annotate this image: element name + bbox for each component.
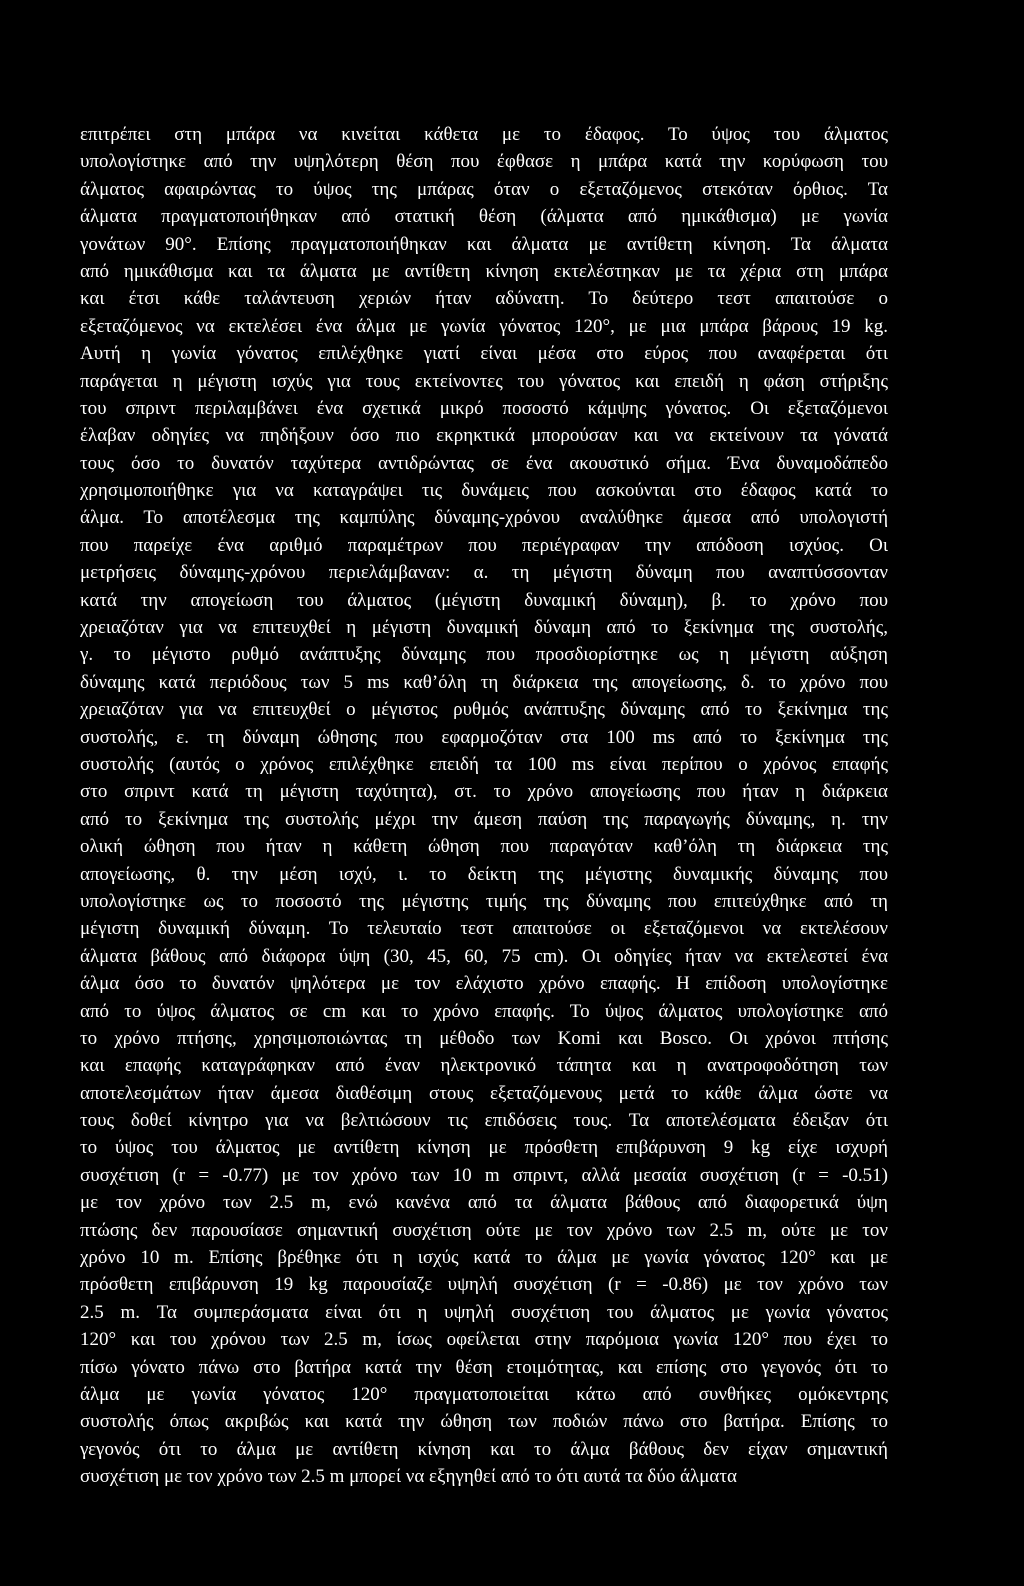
- text-line: χρειαζόταν για να επιτευχθεί ο μέγιστος ρυθμός ανάπτυξης δύναμης από το ξεκίνημα της: [80, 699, 888, 721]
- text-line: τους όσο το δυνατόν ταχύτερα αντιδρώντας σε ένα ακουστικό σήμα. Ένα δυναμοδάπεδο: [80, 452, 888, 474]
- text-line: συστολής (αυτός ο χρόνος επιλέχθηκε επειδή τα 100 ms είναι περίπου ο χρόνος επαφής: [80, 753, 888, 775]
- text-line: στο σπριντ κατά τη μέγιστη ταχύτητα), στ. το χρόνο απογείωσης που ήταν η διάρκεια: [80, 781, 888, 803]
- text-line: και έτσι κάθε ταλάντευση χεριών ήταν αδύνατη. Το δεύτερο τεστ απαιτούσε ο: [80, 288, 888, 310]
- text-line: του σπριντ περιλαμβάνει ένα σχετικά μικρό ποσοστό κάμψης γόνατος. Οι εξεταζόμενοι: [80, 397, 888, 419]
- text-line: υπολογίστηκε ως το ποσοστό της μέγιστης τιμής της δύναμης που επιτεύχθηκε από τη: [80, 890, 888, 912]
- text-line: άλματος αφαιρώντας το ύψος της μπάρας όταν ο εξεταζόμενος στεκόταν όρθιος. Τα: [80, 178, 888, 200]
- text-line: το χρόνο πτήσης, χρησιμοποιώντας τη μέθοδο των Komi και Bosco. Οι χρόνοι πτήσης: [80, 1027, 888, 1049]
- text-line: πίσω γόνατο πάνω στο βατήρα κατά την θέση ετοιμότητας, και επίσης στο γεγονός ότι το: [80, 1356, 888, 1378]
- text-line: 2.5 m. Τα συμπεράσματα είναι ότι η υψηλή συσχέτιση του άλματος με γωνία γόνατος: [80, 1301, 888, 1323]
- text-line: μετρήσεις δύναμης-χρόνου περιελάμβαναν: α. τη μέγιστη δύναμη που αναπτύσσονταν: [80, 562, 888, 584]
- text-line: χρειαζόταν για να επιτευχθεί η μέγιστη δυναμική δύναμη από το ξεκίνημα της συστολής,: [80, 617, 888, 639]
- text-line: εξεταζόμενος να εκτελέσει ένα άλμα με γωνία γόνατος 120°, με μια μπάρα βάρους 19 kg.: [80, 315, 888, 337]
- text-line: χρησιμοποιήθηκε για να καταγράψει τις δυνάμεις που ασκούνται στο έδαφος κατά το: [80, 480, 888, 502]
- text-line: παράγεται η μέγιστη ισχύς για τους εκτείνοντες του γόνατος και επειδή η φάση στήριξης: [80, 370, 888, 392]
- text-line: άλμα. Το αποτέλεσμα της καμπύλης δύναμης-χρόνου αναλύθηκε άμεσα από υπολογιστή: [80, 507, 888, 529]
- text-line: συστολής, ε. τη δύναμη ώθησης που εφαρμοζόταν στα 100 ms από το ξεκίνημα της: [80, 726, 888, 748]
- text-line: από το ξεκίνημα της συστολής μέχρι την άμεση παύση της παραγωγής δύναμης, η. την: [80, 808, 888, 830]
- text-line: με τον χρόνο των 2.5 m, ενώ κανένα από τα άλματα βάθους από διαφορετικά ύψη: [80, 1192, 888, 1214]
- text-line: συσχέτιση με τον χρόνο των 2.5 m μπορεί να εξηγηθεί από το ότι αυτά τα δύο άλματα: [80, 1466, 737, 1488]
- text-line: άλματα πραγματοποιήθηκαν από στατική θέση (άλματα από ημικάθισμα) με γωνία: [80, 206, 888, 228]
- text-line: αποτελεσμάτων ήταν άμεσα διαθέσιμη στους εξεταζόμενους μετά το κάθε άλμα ώστε να: [80, 1082, 888, 1104]
- text-line: 120° και του χρόνου των 2.5 m, ίσως οφείλεται στην παρόμοια γωνία 120° που έχει το: [80, 1329, 888, 1351]
- text-line: έλαβαν οδηγίες να πηδήξουν όσο πιο εκρηκτικά μπορούσαν και να εκτείνουν τα γόνατά: [80, 425, 888, 447]
- text-line: πτώσης δεν παρουσίασε σημαντική συσχέτιση ούτε με τον χρόνο των 2.5 m, ούτε με τον: [80, 1219, 888, 1241]
- text-line: το ύψος του άλματος με αντίθετη κίνηση με πρόσθετη επιβάρυνση 9 kg είχε ισχυρή: [80, 1137, 888, 1159]
- text-line: άλμα με γωνία γόνατος 120° πραγματοποιείται κάτω από συνθήκες ομόκεντρης: [80, 1383, 888, 1405]
- text-line: μέγιστη δυναμική δύναμη. Το τελευταίο τεστ απαιτούσε οι εξεταζόμενοι να εκτελέσουν: [80, 918, 888, 940]
- text-line: και επαφής καταγράφηκαν από έναν ηλεκτρονικό τάπητα και η ανατροφοδότηση των: [80, 1055, 888, 1077]
- text-line: γεγονός ότι το άλμα με αντίθετη κίνηση και το άλμα βάθους δεν είχαν σημαντική: [80, 1438, 888, 1460]
- text-line: συσχέτιση (r = -0.77) με τον χρόνο των 10 m σπριντ, αλλά μεσαία συσχέτιση (r = -0.51): [80, 1164, 888, 1186]
- text-line: γονάτων 90°. Επίσης πραγματοποιήθηκαν και άλματα με αντίθετη κίνηση. Τα άλματα: [80, 233, 888, 255]
- text-line: άλματα βάθους από διάφορα ύψη (30, 45, 60, 75 cm). Οι οδηγίες ήταν να εκτελεστεί ένα: [80, 945, 888, 967]
- text-line: δύναμης κατά περιόδους των 5 ms καθ’όλη τη διάρκεια της απογείωσης, δ. το χρόνο που: [80, 671, 888, 693]
- text-line: κατά την απογείωση του άλματος (μέγιστη δυναμική δύναμη), β. το χρόνο που: [80, 589, 888, 611]
- text-line: πρόσθετη επιβάρυνση 19 kg παρουσίαζε υψηλή συσχέτιση (r = -0.86) με τον χρόνο των: [80, 1274, 888, 1296]
- text-line: Αυτή η γωνία γόνατος επιλέχθηκε γιατί είναι μέσα στο εύρος που αναφέρεται ότι: [80, 343, 888, 365]
- text-line: επιτρέπει στη μπάρα να κινείται κάθετα με το έδαφος. Το ύψος του άλματος: [80, 124, 888, 145]
- document-page: [80, 121, 888, 1491]
- text-line: χρόνο 10 m. Επίσης βρέθηκε ότι η ισχύς κατά το άλμα με γωνία γόνατος 120° και με: [80, 1247, 888, 1269]
- text-line: από ημικάθισμα και τα άλματα με αντίθετη κίνηση εκτελέστηκαν με τα χέρια στη μπάρα: [80, 260, 888, 282]
- text-line: απογείωσης, θ. την μέση ισχύ, ι. το δείκτη της μέγιστης δυναμικής δύναμης που: [80, 863, 888, 885]
- text-line: τους δοθεί κίνητρο για να βελτιώσουν τις επιδόσεις τους. Τα αποτελέσματα έδειξαν ότι: [80, 1110, 888, 1132]
- text-line: που παρείχε ένα αριθμό παραμέτρων που περιέγραφαν την απόδοση ισχύος. Οι: [80, 534, 888, 556]
- text-line: γ. το μέγιστο ρυθμό ανάπτυξης δύναμης που προσδιορίστηκε ως η μέγιστη αύξηση: [80, 644, 888, 666]
- text-line: υπολογίστηκε από την υψηλότερη θέση που έφθασε η μπάρα κατά την κορύφωση του: [80, 151, 888, 173]
- text-line: από το ύψος άλματος σε cm και το χρόνο επαφής. Το ύψος άλματος υπολογίστηκε από: [80, 1000, 888, 1022]
- text-line: ολική ώθηση που ήταν η κάθετη ώθηση που παραγόταν καθ’όλη τη διάρκεια της: [80, 836, 888, 858]
- text-line: άλμα όσο το δυνατόν ψηλότερα με τον ελάχιστο χρόνο επαφής. Η επίδοση υπολογίστηκε: [80, 973, 888, 995]
- text-line: συστολής όπως ακριβώς και κατά την ώθηση των ποδιών πάνω στο βατήρα. Επίσης το: [80, 1411, 888, 1433]
